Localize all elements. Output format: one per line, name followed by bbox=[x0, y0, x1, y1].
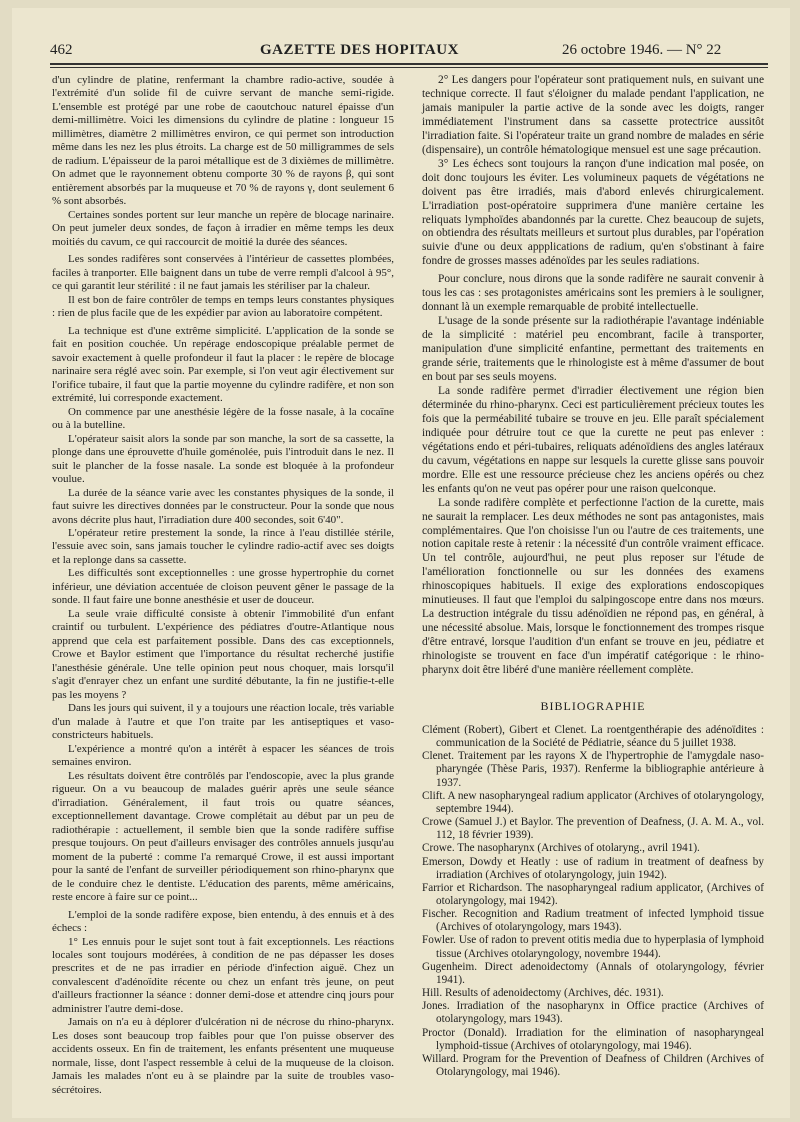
paragraph: 3° Les échecs sont toujours la rançon d'une indication mal posée, on doit donc toujours les éviter. Les volumineux paquets de végétations ne doivent pas être irradiés, mais d'abord enlevés chirurgicalement. L'irradiation post-opératoire supprimera d'une manière certaine les reliquats lymphoïdes abandonnés par la curette. Chez beaucoup de sujets, on obtiendra des résultats meilleurs et surtout plus durables, par l'opération suivie d'une ou deux appplications de radium, qu'en s'obstinant à faire fondre de grosses masses adénoïdes par les seules radiations. bbox=[422, 157, 764, 268]
header-rule-thin bbox=[50, 67, 768, 68]
bibliography-entry: Proctor (Donald). Irradiation for the elimination of nasopharyngeal lymphoid-tissue (Archives of otolaryngology, mai 1946). bbox=[422, 1026, 764, 1052]
paragraph: La sonde radifère complète et perfectionne l'action de la curette, mais ne saurait la remplacer. Les deux méthodes ne sont pas antagonistes, mais complémentaires. Que l'on choisisse l'un ou l'autre de ces traitements, une notion capitale reste à retenir : la nécessité d'un contrôle vraiment efficace. Un tel contrôle, aujourd'hui, ne peut plus reposer sur l'étude de l'amélioration fonctionnelle ou sur les données des examens rhinoscopiques habituels. Il exige des explorations endoscopiques minutieuses. Il faut que l'emploi du salpingoscope entre dans nos mœurs. La destruction intégrale du tissu adénoïdien ne répond pas, en général, à une nécessité absolue. Mais, lorsque le fonctionnement des trompes risque d'être entravé, lorsque l'audition d'un enfant se trouve en jeu, pédiatre et rhinologiste se trouvent en face d'un impératif catégorique : le rhino-pharynx doit être libéré d'une manière réellement complète. bbox=[422, 496, 764, 677]
issue-date: 26 octobre 1946. — N° 22 bbox=[562, 42, 722, 58]
left-column bbox=[52, 74, 394, 1097]
paragraph: L'emploi de la sonde radifère expose, bien entendu, à des ennuis et à des échecs : bbox=[52, 908, 394, 935]
paragraph: 2° Les dangers pour l'opérateur sont pratiquement nuls, en suivant une technique correcte. Il faut s'éloigner du malade pendant l'application, ne jamais manipuler la partie active de la sonde avec les doigts, ranger immédiatement l'instrument dans sa cassette protectrice aussitôt l'irradiation faite. Si l'opérateur traite un grand nombre de malades en série (dispensaire), un contrôle hématologique mensuel est une sage précaution. bbox=[422, 74, 764, 156]
bibliography-entry: Crowe. The nasopharynx (Archives of otolaryng., avril 1941). bbox=[422, 842, 700, 855]
bibliography-entry: Clenet. Traitement par les rayons X de l'hypertrophie de l'amygdale naso-pharyngée (Thèse Paris, 1937). Renferme la bibliographie antérieure à 1937. bbox=[422, 750, 764, 789]
paragraph: Dans les jours qui suivent, il y a toujours une réaction locale, très variable d'un malade à l'autre et que l'on traite par les antiseptiques et vaso-constricteurs habituels. bbox=[52, 702, 394, 742]
header-rule bbox=[50, 63, 768, 65]
paragraph: Les résultats doivent être contrôlés par l'endoscopie, avec la plus grande rigueur. On a vu beaucoup de malades guérir après une seule séance d'irradiation. Généralement, il faut trois ou quatre séances, exceptionnellement davantage. Crowe complétait au début par un peu de radiothérapie : actuellement, il semble bien que la sonde radifère suffise presque toujours. On peut d'ailleurs envisager des contrôles annuels jusqu'au moment de la puberté : comme l'a remarqué Crowe, il est aussi important pour la santé de l'enfant de surveiller périodiquement son rhino-pharynx que de le conduire chez le dentiste. L'éducation des parents, même américains, reste encore à faire sur ce point... bbox=[52, 769, 394, 904]
paragraph: La technique est d'une extrême simplicité. L'application de la sonde se fait en position couchée. Un repérage endoscopique préalable permet de savoir exactement à quelle profondeur il faut la placer : le repère de blocage narinaire sera réglé avec soin. Par exemple, si l'on veut agir électivement sur l'orifice tubaire, il faut que la partie moyenne du cylindre radifère, et non son extrémité, lui corresponde exactement. bbox=[52, 324, 394, 405]
page-header bbox=[50, 40, 768, 62]
paragraph: L'usage de la sonde présente sur la radiothérapie l'avantage indéniable de la simplicité : matériel peu encombrant, facile à transporter, manipulation d'une simplicité enfantine, permettant des traitements en grande série, traitements que le rhinologiste est à même d'assumer de bout en bout par ses seuls moyens. bbox=[422, 315, 764, 384]
paragraph: L'opérateur saisit alors la sonde par son manche, la sort de sa cassette, la plonge dans une éprouvette d'huile goménolée, puis l'introduit dans le nez. Il suit le plancher de la fosse nasale. La sonde est bloquée à la profondeur voulue. bbox=[52, 432, 394, 486]
bibliography-entry: Willard. Program for the Prevention of Deafness of Children (Archives of Otolaryngology, mai 1946). bbox=[422, 1052, 764, 1078]
bibliography-title: BIBLIOGRAPHIE bbox=[540, 698, 646, 713]
bibliography-entry: Gugenheim. Direct adenoidectomy (Annals of otolaryngology, février 1941). bbox=[422, 960, 764, 986]
bibliography-entry: Farrior et Richardson. The nasopharyngeal radium applicator, (Archives of otolaryngology, mai 1942). bbox=[422, 881, 764, 907]
paragraph: Les sondes radifères sont conservées à l'intérieur de cassettes plombées, faciles à tranporter. Elle baignent dans un tube de verre rempli d'alcool à 95°, ce qui garantit leur stérilité : il ne faut jamais les stériliser par la chaleur. bbox=[52, 253, 394, 293]
bibliography-entry: Hill. Results of adenoidectomy (Archives, déc. 1931). bbox=[422, 987, 664, 1000]
paragraph: Certaines sondes portent sur leur manche un repère de blocage narinaire. On peut jumeler deux sondes, de façon à irradier en même temps les deux moitiés du cavum, ce qui raccourcit de moitié la durée des séances. bbox=[52, 208, 394, 248]
paragraph: La sonde radifère permet d'irradier électivement une région bien déterminée du rhino-pharynx. Ceci est particulièrement précieux toutes les fois que la perméabilité tubaire se trouve en jeu. Elle paraît spécialement indiquée pour détruire tout ce que la curette ne peut pas enlever : végétations endo et péri-tubaires, reliquats adénoïdiens des angles latéraux du cavum, végétations en nappe sur lesquels la curette glisse sans pouvoir mordre. Elle est une ressource précieuse chez les anciens opérés ou chez les enfants qu'on ne veut pas opérer pour une raison quelconque. bbox=[422, 384, 764, 495]
bibliography-entry: Emerson, Dowdy et Heatly : use of radium in treatment of deafness by irradiation (Archives of otolaryngology, juin 1942). bbox=[422, 855, 764, 881]
right-column bbox=[422, 74, 764, 1079]
journal-title: GAZETTE DES HOPITAUX bbox=[260, 42, 459, 58]
paragraph: L'opérateur retire prestement la sonde, la rince à l'eau distillée stérile, l'essuie avec soin, sans jamais toucher le cylindre radio-actif avec ses doigts et la replonge dans sa cassette. bbox=[52, 526, 394, 566]
bibliography-entry: Crowe (Samuel J.) et Baylor. The prevention of Deafness, (J. A. M. A., vol. 112, 18 février 1939). bbox=[422, 816, 764, 842]
paragraph: Pour conclure, nous dirons que la sonde radifère ne saurait convenir à tous les cas : ses protagonistes américains sont les premiers à le souligner, donnant là un exemple remarquable de probité intellectuelle. bbox=[422, 273, 764, 314]
bibliography-entry: Clément (Robert), Gibert et Clenet. La roentgenthérapie des adénoïdites : communication de la Société de Pédiatrie, séance du 5 juillet 1938. bbox=[422, 723, 764, 750]
paragraph: On commence par une anesthésie légère de la fosse nasale, à la cocaïne ou à la butelline. bbox=[52, 405, 394, 432]
paragraph: La durée de la séance varie avec les constantes physiques de la sonde, il faut suivre les directives données par le constructeur. Pour la sonde que nous avons décrite plus haut, l'irradiation dure 400 secondes, soit 6'40". bbox=[52, 486, 394, 526]
bibliography-entry: Fowler. Use of radon to prevent otitis media due to hyperplasia of lymphoid tissue (Archives otolaryngology, novembre 1944). bbox=[422, 934, 764, 960]
paragraph: La seule vraie difficulté consiste à obtenir l'immobilité d'un enfant craintif ou turbulent. L'expérience des pédiatres d'outre-Atlantique nous apprend que cela est parfaitement possible. Dans des cas exceptionnels, Crowe et Baylor estiment que l'importance du résultat recherché justifie l'anesthésie générale. Une telle opinion peut nous choquer, mais lorsqu'il s'agit d'enrayer chez un enfant une surdité débutante, la fin ne justifie-t-elle pas les moyens ? bbox=[52, 607, 394, 701]
bibliography-entry: Clift. A new nasopharyngeal radium applicator (Archives of otolaryngology, septembre 1944). bbox=[422, 789, 764, 815]
paragraph: L'expérience a montré qu'on a intérêt à espacer les séances de trois semaines environ. bbox=[52, 742, 394, 769]
paragraph: d'un cylindre de platine, renfermant la chambre radio-active, soudée à l'extrémité d'un solide fil de cuivre servant de manche semi-rigide. L'ensemble est protégé par une robe de caoutchouc naturel épaisse d'un demi-millimètre. Voici les dimensions du cylindre de platine : longueur 15 millimètres, diamètre 2 millimètres environ, ce qui permet son introduction même dans les nez les plus étroits. La charge est de 50 milligrammes de sels de radium. L'épaisseur de la paroi métallique est de 3 dixièmes de millimètre. On admet que le rayonnement obtenu comporte 30 % de rayons β, qui sont entièrement absorbés par la muqueuse et 70 % de rayons γ, dont seulement 6 % sont absorbés. bbox=[52, 74, 394, 208]
bibliography-entry: Fischer. Recognition and Radium treatment of infected lymphoid tissue (Archives of otolaryngology, mars 1943). bbox=[422, 908, 764, 934]
paragraph: 1° Les ennuis pour le sujet sont tout à fait exceptionnels. Les réactions locales sont toujours modérées, à condition de ne pas dépasser les doses prescrites et de ne pas irradier en période d'infection aiguë. Chez un convalescent d'adénoïdite récente ou chez un enfant très jeune, on peut d'ailleurs fractionner la séance : donner demi-dose et attendre cinq jours pour administrer l'autre demi-dose. bbox=[52, 935, 394, 1015]
paragraph: Jamais on n'a eu à déplorer d'ulcération ni de nécrose du rhino-pharynx. Les doses sont beaucoup trop faibles pour que l'on puisse observer des accidents osseux. En fin de traitement, les enfants présentent une muqueuse normale, lisse, dont l'aspect ressemble à celui de la muqueuse de la cloison. Jamais les malades n'ont eu à se plaindre par la suite de troubles vaso-sécrétoires. bbox=[52, 1016, 394, 1096]
paragraph: Les difficultés sont exceptionnelles : une grosse hypertrophie du cornet inférieur, une déviation accentuée de cloison peuvent gêner le passage de la sonde. Il faut faire une bonne anesthésie et user de douceur. bbox=[52, 567, 394, 607]
paragraph: Il est bon de faire contrôler de temps en temps leurs constantes physiques : rien de plus facile que de les expédier par avion au laboratoire compétent. bbox=[52, 293, 394, 320]
bibliography-entry: Jones. Irradiation of the nasopharynx in Office practice (Archives of otolaryngology, mars 1943). bbox=[422, 1000, 764, 1026]
page-number: 462 bbox=[50, 42, 73, 58]
